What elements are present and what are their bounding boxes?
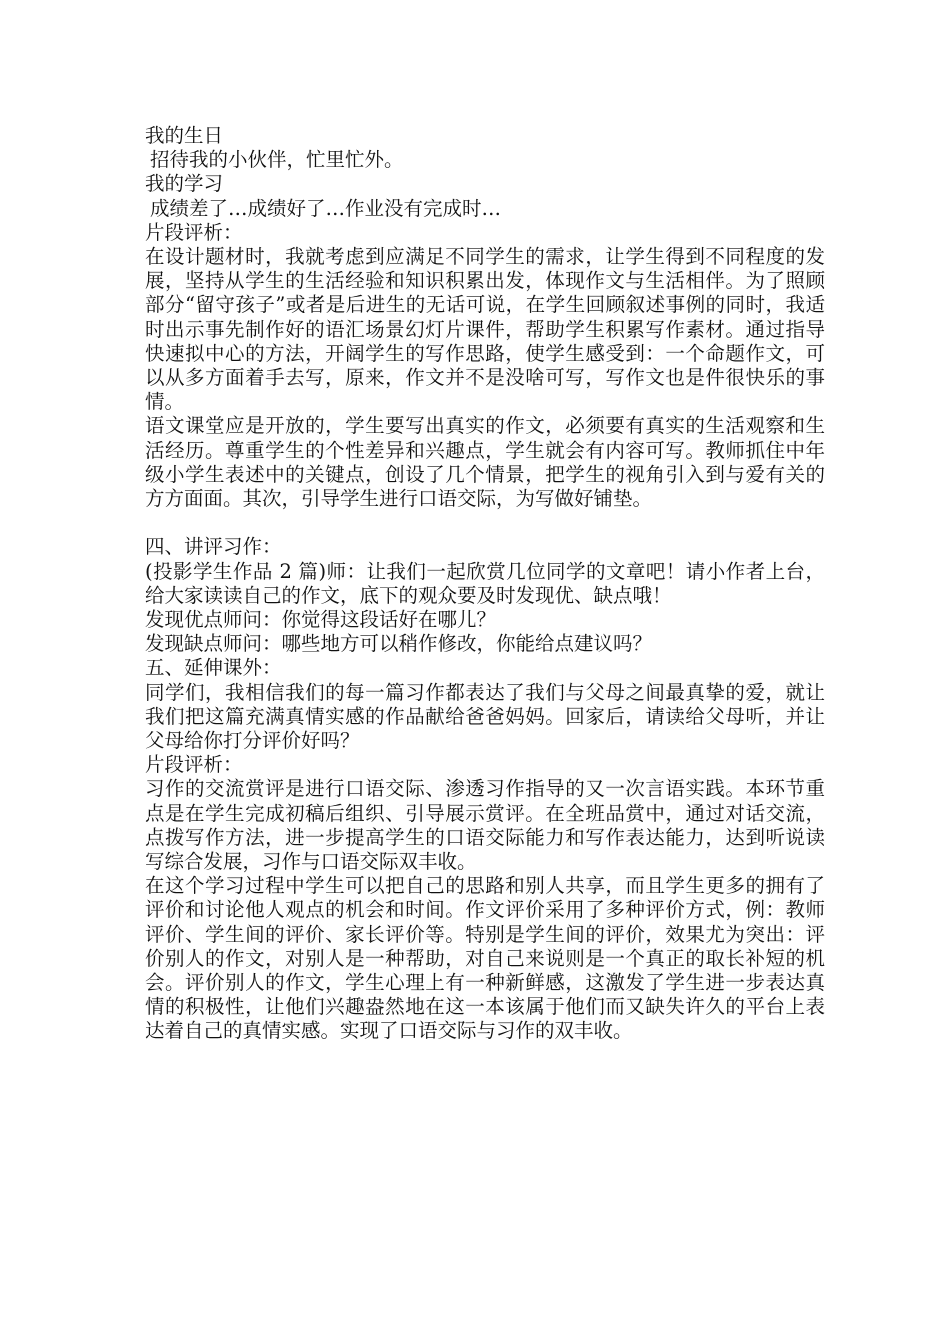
item-text-birthday: 招待我的小伙伴，忙里忙外。 (150, 148, 404, 172)
section-heading-extension: 五、延伸课外： (145, 656, 282, 680)
comment-paragraph-4: 在这个学习过程中学生可以把自己的思路和别人共享，而且学生更多的拥有了评价和讨论他人观点的机会和时间。作文评价采用了多种评价方式，例：教师评价、学生间的评价、家长评价等。特别是学生间的评价，效果尤为突出：评价别人的作文，对别人是一种帮助，对自己来说则是一个真正的取长补短的机会。评价别人的作文，学生心理上有一种新鲜感，这激发了学生进一步表达真情的积极性，让他们兴趣盎然地在这一本该属于他们而又缺失许久的平台上表达着自己的真情实感。实现了口语交际与习作的双丰收。 (145, 874, 825, 1043)
item-text-study: 成绩差了…成绩好了…作业没有完成时… (150, 196, 502, 220)
document-page (145, 124, 825, 1044)
extension-paragraph: 同学们，我相信我们的每一篇习作都表达了我们与父母之间最真挚的爱，就让我们把这篇充满真情实感的作品献给爸爸妈妈。回家后，请读给父母听，并让父母给你打分评价好吗？ (145, 680, 825, 752)
comment-paragraph-3: 习作的交流赏评是进行口语交际、渗透习作指导的又一次言语实践。本环节重点是在学生完成初稿后组织、引导展示赏评。在全班品赏中，通过对话交流，点拨写作方法，进一步提高学生的口语交际能力和写作表达能力，达到听说读写综合发展，习作与口语交际双丰收。 (145, 777, 825, 873)
comment-heading-1: 片段评析： (145, 220, 243, 244)
review-paragraph-2: 发现优点师问：你觉得这段话好在哪儿？ (145, 607, 497, 631)
item-title-study: 我的学习 (145, 172, 224, 196)
item-title-birthday: 我的生日 (145, 124, 224, 147)
blank-line (145, 511, 825, 535)
review-paragraph-1: (投影学生作品 2 篇)师：让我们一起欣赏几位同学的文章吧！请小作者上台，给大家读读自己的作文，底下的观众要及时发现优、缺点哦！ (145, 559, 825, 607)
comment-heading-2: 片段评析： (145, 753, 243, 777)
review-paragraph-3: 发现缺点师问：哪些地方可以稍作修改，你能给点建议吗？ (145, 632, 653, 656)
section-heading-review: 四、讲评习作： (145, 535, 282, 559)
comment-paragraph-2: 语文课堂应是开放的，学生要写出真实的作文，必须要有真实的生活观察和生活经历。尊重学生的个性差异和兴趣点，学生就会有内容可写。教师抓住中年级小学生表述中的关键点，创设了几个情景，把学生的视角引入到与爱有关的方方面面。其次，引导学生进行口语交际，为写做好铺垫。 (145, 414, 825, 510)
comment-paragraph-1: 在设计题材时，我就考虑到应满足不同学生的需求，让学生得到不同程度的发展，坚持从学生的生活经验和知识积累出发，体现作文与生活相伴。为了照顾部分“留守孩子”或者是后进生的无话可说，在学生回顾叙述事例的同时，我适时出示事先制作好的语汇场景幻灯片课件，帮助学生积累写作素材。通过指导快速拟中心的方法，开阔学生的写作思路，使学生感受到：一个命题作文，可以从多方面着手去写，原来，作文并不是没啥可写，写作文也是件很快乐的事情。 (145, 244, 825, 414)
